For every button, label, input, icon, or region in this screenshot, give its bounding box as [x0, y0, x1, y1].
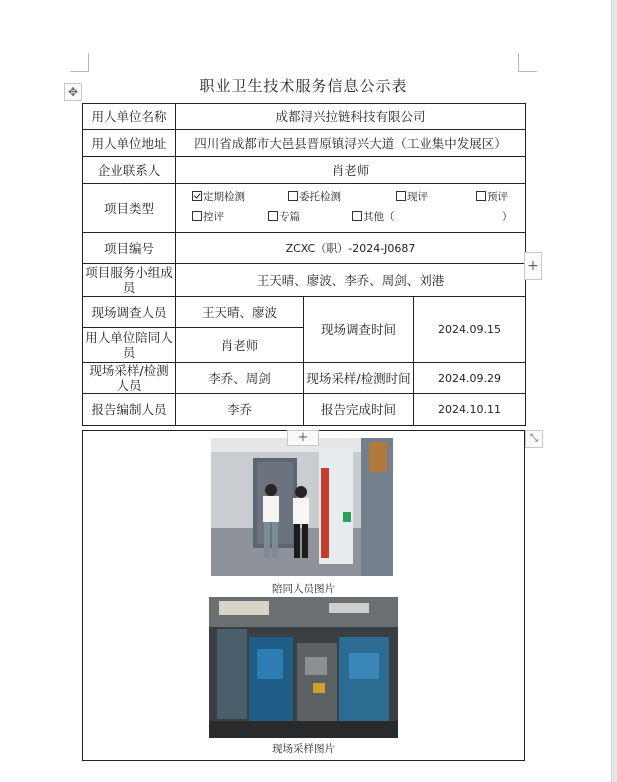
option-other-close: ） — [502, 211, 513, 223]
employer-name-label: 用人单位名称 — [83, 104, 176, 130]
report-author-label: 报告编制人员 — [83, 394, 176, 426]
resize-handle-icon[interactable]: ⤡ — [525, 430, 543, 448]
project-type-options — [176, 184, 526, 233]
employer-name-value[interactable]: 成都浔兴拉链科技有限公司 — [176, 104, 526, 130]
site-investigator-label: 现场调查人员 — [83, 297, 176, 328]
sampling-time-label: 现场采样/检测时间 — [304, 363, 414, 394]
page-title: 职业卫生技术服务信息公示表 — [199, 77, 408, 95]
sampling-staff-value[interactable]: 李乔、周剑 — [176, 363, 304, 394]
sampling-time-value[interactable]: 2024.09.29 — [414, 363, 526, 394]
photo-cell — [82, 430, 525, 761]
option-other[interactable]: 其他（ — [352, 210, 395, 225]
checkbox-icon — [288, 191, 298, 201]
checkbox-icon — [476, 191, 486, 201]
option-periodic-check[interactable]: 定期检测 — [192, 190, 245, 205]
table-row — [83, 233, 526, 264]
table-row — [83, 297, 526, 328]
escort-label: 用人单位陪同人员 — [83, 328, 176, 363]
option-status-eval[interactable]: 现评 — [396, 190, 428, 205]
option-special-chapter[interactable]: 专篇 — [268, 210, 300, 225]
employer-address-label: 用人单位地址 — [83, 130, 176, 157]
contact-label: 企业联系人 — [83, 157, 176, 184]
info-table — [82, 103, 526, 426]
option-pre-eval[interactable]: 预评 — [476, 190, 508, 205]
crop-mark-top-right — [518, 53, 537, 72]
project-number-value[interactable]: ZCXC（职）-2024-J0687 — [176, 233, 526, 264]
report-completion-value[interactable]: 2024.10.11 — [414, 394, 526, 426]
page-gutter — [611, 0, 617, 782]
team-value[interactable]: 王天晴、廖波、李乔、周剑、刘港 — [176, 264, 526, 297]
checkbox-icon — [396, 191, 406, 201]
checkbox-icon — [352, 211, 362, 221]
report-author-value[interactable]: 李乔 — [176, 394, 304, 426]
checkbox-icon — [268, 211, 278, 221]
escort-value[interactable]: 肖老师 — [176, 328, 304, 363]
add-column-icon[interactable]: + — [524, 252, 542, 280]
table-move-handle-icon[interactable]: ✥ — [64, 83, 82, 101]
option-commissioned-check[interactable]: 委托检测 — [288, 190, 341, 205]
sampling-photo[interactable] — [209, 597, 398, 738]
table-row — [83, 104, 526, 130]
table-row — [83, 157, 526, 184]
sampling-staff-label: 现场采样/检测人员 — [83, 363, 176, 394]
site-investigation-time-value[interactable]: 2024.09.15 — [414, 297, 526, 363]
add-row-icon[interactable]: + — [287, 430, 319, 446]
escort-photo[interactable] — [211, 438, 393, 576]
option-control-eval[interactable]: 控评 — [192, 210, 224, 225]
project-number-label: 项目编号 — [83, 233, 176, 264]
team-label: 项目服务小组成员 — [83, 264, 176, 297]
table-row — [83, 130, 526, 157]
sampling-photo-caption: 现场采样图片 — [272, 743, 335, 755]
checkbox-icon — [192, 211, 202, 221]
project-type-label: 项目类型 — [83, 184, 176, 233]
site-investigator-value[interactable]: 王天晴、廖波 — [176, 297, 304, 328]
table-row — [83, 184, 526, 233]
contact-value[interactable]: 肖老师 — [176, 157, 526, 184]
table-row — [83, 394, 526, 426]
checked-box-icon — [192, 191, 202, 201]
employer-address-value[interactable]: 四川省成都市大邑县晋原镇浔兴大道（工业集中发展区） — [176, 130, 526, 157]
table-row — [83, 264, 526, 297]
escort-photo-caption: 陪同人员图片 — [272, 583, 335, 595]
site-investigation-time-label: 现场调查时间 — [304, 297, 414, 363]
crop-mark-top-left — [70, 53, 89, 72]
report-completion-label: 报告完成时间 — [304, 394, 414, 426]
table-row — [83, 363, 526, 394]
